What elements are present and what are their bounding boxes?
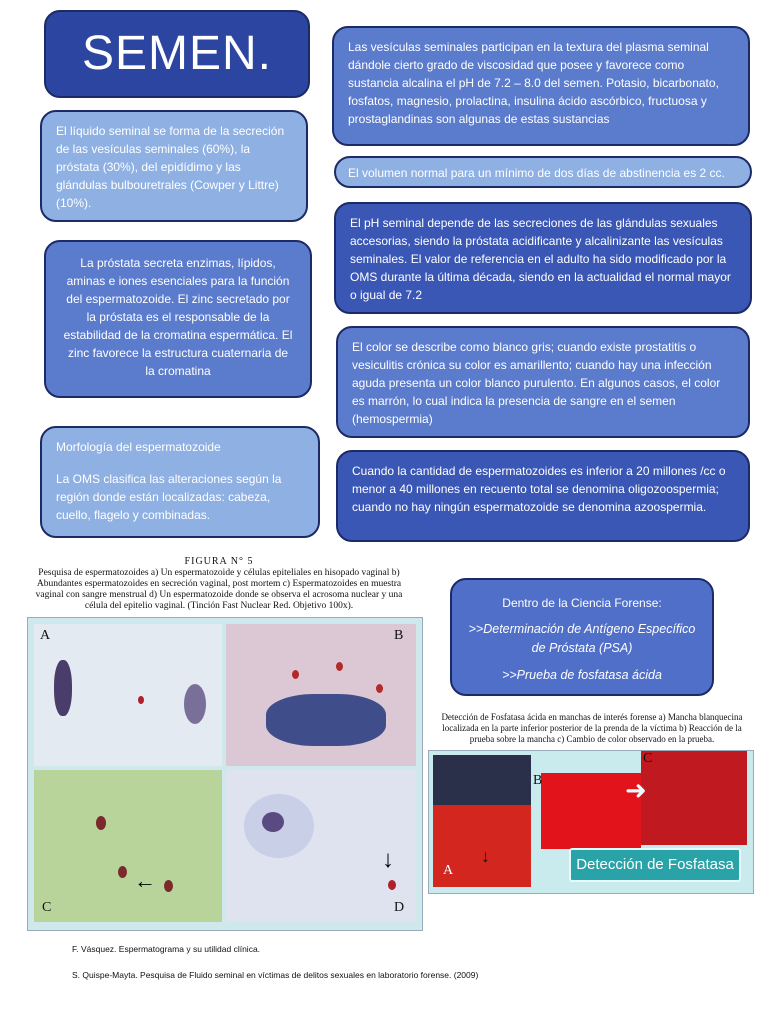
figure5-caption: Pesquisa de espermatozoides a) Un espermatozoide y células epiteliales en hisopado vaginal b) Abundantes espermatozoides en secreción vaginal, post mortem c) Espermatozoides en muestra vaginal con sangre menstrual d) Un espermatozoide donde se observa el acrosoma nuclear y una célula del epitelio vaginal. (Tinción Fast Nuclear Red. Objetivo 100x). (35, 567, 403, 612)
sperm-head-c2 (118, 866, 127, 878)
arrow-right-icon: ➜ (625, 775, 647, 805)
ciencia-forense-box (450, 578, 714, 696)
sperm-head-a (138, 696, 144, 704)
reference-2: S. Quispe-Mayta. Pesquisa de Fluido seminal en víctimas de delitos sexuales en laboratorio forense. (2009) (72, 970, 479, 980)
micrograph-c (34, 770, 222, 922)
micrograph-d (226, 770, 416, 922)
reference-1: F. Vásquez. Espermatograma y su utilidad clínica. (72, 944, 261, 954)
photo-label-b: B (533, 773, 543, 788)
morfologia-box (40, 426, 320, 538)
panel-label-d: D (394, 900, 405, 915)
garment-dark-area (433, 755, 531, 805)
color-box (336, 326, 750, 438)
sperm-head-c3 (164, 880, 173, 892)
page-title: SEMEN. (81, 27, 273, 80)
sperm-head-b3 (376, 684, 383, 693)
ph-box (334, 202, 752, 314)
liquido-seminal-box (40, 110, 308, 222)
prostata-box (44, 240, 312, 398)
epithelial-cell-a2 (184, 684, 206, 724)
figure5-title: FIGURA N° 5 (184, 556, 254, 567)
forense-heading: Dentro de la Ciencia Forense: (502, 596, 662, 610)
panel-label-a: A (40, 628, 51, 643)
epithelial-cell-a1 (54, 660, 72, 716)
sperm-head-c1 (96, 816, 106, 830)
micrograph-b (226, 624, 416, 766)
photo-label-a: A (443, 863, 454, 878)
photo-a-garment (433, 755, 531, 887)
morfologia-title: Morfología del espermatozoide (56, 440, 221, 454)
cell-cluster-b (266, 694, 386, 746)
volumen-text: El volumen normal para un mínimo de dos días de abstinencia es 2 cc. (348, 166, 725, 180)
sperm-head-b1 (292, 670, 299, 679)
panel-label-c: C (42, 900, 52, 915)
panel-label-b: B (394, 628, 404, 643)
forense-fosfatasa: >>Prueba de fosfatasa ácida (502, 667, 662, 682)
fosfatasa-image (428, 750, 754, 894)
liquido-seminal-text: El líquido seminal se forma de la secreción de las vesículas seminales (60%), la próstata (30%), del epidídimo y las glándulas bulbouretrales (Cowper y Littre) (10%). (56, 124, 285, 210)
arrow-left-icon: ← (134, 868, 156, 893)
morfologia-text: La OMS clasifica las alteraciones según la región donde están localizadas: cabeza, cuello, flagelo y combinadas. (56, 472, 282, 522)
sperm-head-b2 (336, 662, 343, 671)
figure5-caption-block (28, 556, 410, 613)
forense-psa: >>Determinación de Antígeno Específico de Próstata (PSA) (468, 622, 696, 655)
vesiculas-text: Las vesículas seminales participan en la textura del plasma seminal dándole cierto grado de viscosidad que posee y favorece como sustancia alcalina el pH de 7.2 – 8.0 del semen. Potasio, bicarbonato, fosfatos, magnesio, prolactina, insulina ácido ascórbico, fructuosa y prostaglandinas son algunas de estas sustancias (348, 40, 719, 126)
epithelial-nucleus-d (262, 812, 284, 832)
cantidad-box (336, 450, 750, 542)
color-text: El color se describe como blanco gris; cuando existe prostatitis o vesiculitis crónica su color es amarillento; cuando hay una infección aguda presenta un color blanco purulento. En algunos casos, el color es marrón, lo cual indica la presencia de sangre en el semen (hemospermia) (352, 340, 721, 426)
sperm-head-d (388, 880, 396, 890)
prostata-text: La próstata secreta enzimas, lípidos, aminas e iones esenciales para la función del espermatozoide. El zinc secretado por la próstata es el responsable de la estabilidad de la cromatina espermática. El zinc favorece la estructura cuaternaria de la cromatina (63, 256, 293, 378)
fosfatasa-label: Detección de Fosfatasa (569, 848, 741, 882)
ph-text: El pH seminal depende de las secreciones de las glándulas sexuales accesorias, siendo la próstata acidificante y alcalinizante las vesículas seminales. El valor de referencia en el adulto ha sido modificado por la OMS durante la última década, siendo en la actualidad el normal mayor o igual de 7.2 (350, 216, 731, 302)
volumen-box (334, 156, 752, 188)
cantidad-text: Cuando la cantidad de espermatozoides es inferior a 20 millones /cc o menor a 40 millones en recuento total se denomina oligozoospermia; cuando no hay ningún espermatozoide se denomina azoospermia. (352, 464, 726, 514)
arrow-down-icon-a: ↓ (481, 846, 490, 866)
arrow-down-icon: ↓ (382, 846, 394, 873)
figure5-image (27, 617, 423, 931)
title-box (44, 10, 310, 98)
photo-label-c: C (643, 751, 653, 766)
vesiculas-box (332, 26, 750, 146)
fosfatasa-caption: Detección de Fosfatasa ácida en manchas de interés forense a) Mancha blanquecina localizada en la parte inferior posterior de la prenda de la víctima b) Reacción de la prueba sobre la mancha c) Cambio de color observado en la prueba. (441, 712, 743, 744)
micrograph-a (34, 624, 222, 766)
photo-c-color-change (641, 751, 747, 845)
